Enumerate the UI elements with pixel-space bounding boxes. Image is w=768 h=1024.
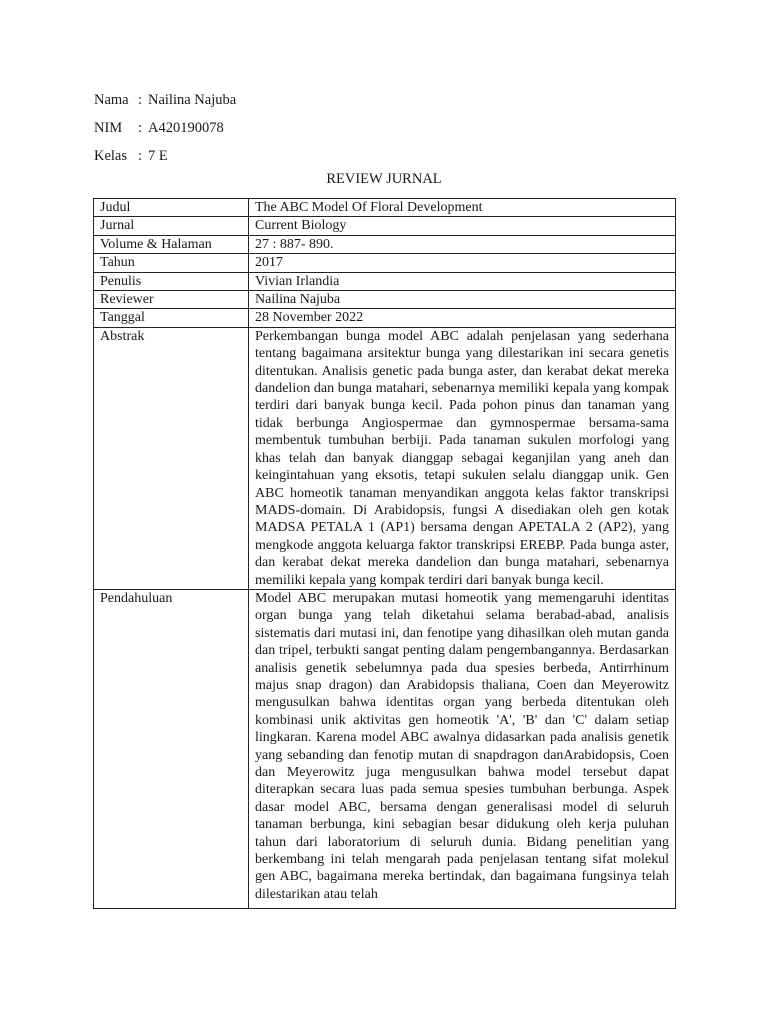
review-table [93, 198, 676, 909]
row-value: Vivian Irlandia [249, 272, 676, 290]
student-info [94, 86, 236, 170]
kelas-separator: : [138, 148, 143, 164]
table-row [94, 254, 676, 272]
table-row [94, 199, 676, 217]
row-label: Reviewer [94, 291, 249, 309]
abstrak-text: Perkembangan bunga model ABC adalah penjelasan yang sederhana tentang bagaimana arsitektur bunga yang dilestarikan ini secara genetis ditentukan. Analisis genetic pada bunga aster, dan kerabat dekat mereka dandelion dan bunga matahari, sebenarnya memiliki kepala yang kompak terdiri dari banyak bunga kecil. Pada pohon pinus dan tanaman yang tidak berbunga Angiospermae dan gymnospermae bersama-sama membentuk tumbuhan berbiji. Pada tanaman sukulen morfologi yang khas telah dan banyak dianggap sebagai keganjilan yang aneh dan keingintahuan yang eksotis, tetapi sukulen selalu dianggap unik. Gen ABC homeotik tanaman menyandikan anggota kelas faktor transkripsi MADS-domain. Di Arabidopsis, fungsi A disediakan oleh gen kotak MADSA PETALA 1 (AP1) bersama dengan APETALA 2 (AP2), yang mengkode anggota keluarga faktor transkripsi EREBP. Pada bunga aster, dan kerabat dekat mereka dandelion dan bunga matahari, sebenarnya memiliki kepala yang kompak terdiri dari banyak bunga kecil. [249, 327, 676, 589]
abstrak-row [94, 327, 676, 589]
nama-value: Nailina Najuba [148, 92, 237, 108]
nim-value: A420190078 [148, 120, 224, 136]
row-value: Nailina Najuba [249, 291, 676, 309]
nim-row [94, 114, 236, 142]
pendahuluan-cell [249, 589, 676, 908]
row-value: Current Biology [249, 217, 676, 235]
row-value: The ABC Model Of Floral Development [249, 199, 676, 217]
row-label: Tanggal [94, 309, 249, 327]
row-value: 28 November 2022 [249, 309, 676, 327]
pendahuluan-text: Model ABC merupakan mutasi homeotik yang memengaruhi identitas organ bunga yang telah diketahui selama berabad-abad, analisis sistematis dari mutasi ini, dan fenotipe yang dihasilkan oleh mutan ganda dan tripel, terbukti sangat penting dalam pengembangannya. Berdasarkan analisis genetik sebelumnya pada dua spesies berbeda, Antirrhinum majus snap dragon) dan Arabidopsis thaliana, Coen dan Meyerowitz mengusulkan bahwa identitas organ yang berbeda ditentukan oleh kombinasi unik aktivitas gen homeotik 'A', 'B' dan 'C' dalam setiap lingkaran. Karena model ABC awalnya didasarkan pada analisis genetik yang sebanding dan fenotip mutan di snapdragon danArabidopsis, Coen dan Meyerowitz juga mengusulkan bahwa model tersebut dapat diterapkan secara luas pada semua spesies tumbuhan berbunga. Aspek dasar model ABC, bersama dengan generalisasi model di seluruh tanaman berbunga, kini sebagian besar didukung oleh kerja puluhan tahun dari laboratorium di seluruh dunia. Bidang penelitian yang berkembang ini telah mengarah pada penjelasan tentang sifat molekul gen ABC, bagaimana mereka bertindak, dan bagaimana fungsinya telah dilestarikan atau telah [255, 590, 669, 902]
kelas-row [94, 142, 236, 170]
table-row [94, 272, 676, 290]
nama-separator: : [138, 92, 143, 108]
row-label: Jurnal [94, 217, 249, 235]
row-value: 27 : 887- 890. [249, 235, 676, 253]
pendahuluan-row [94, 589, 676, 908]
table-row [94, 217, 676, 235]
nama-row [94, 86, 236, 114]
table-row [94, 235, 676, 253]
table-row [94, 309, 676, 327]
row-value: 2017 [249, 254, 676, 272]
pendahuluan-label: Pendahuluan [94, 589, 249, 908]
abstrak-label: Abstrak [94, 327, 249, 589]
row-label: Volume & Halaman [94, 235, 249, 253]
kelas-label: Kelas [94, 148, 128, 164]
document-title: REVIEW JURNAL [326, 171, 442, 187]
kelas-value: 7 E [148, 148, 168, 164]
row-label: Judul [94, 199, 249, 217]
nama-label: Nama [94, 92, 129, 108]
nim-separator: : [138, 120, 143, 136]
row-label: Penulis [94, 272, 249, 290]
nim-label: NIM [94, 120, 123, 136]
table-row [94, 291, 676, 309]
row-label: Tahun [94, 254, 249, 272]
